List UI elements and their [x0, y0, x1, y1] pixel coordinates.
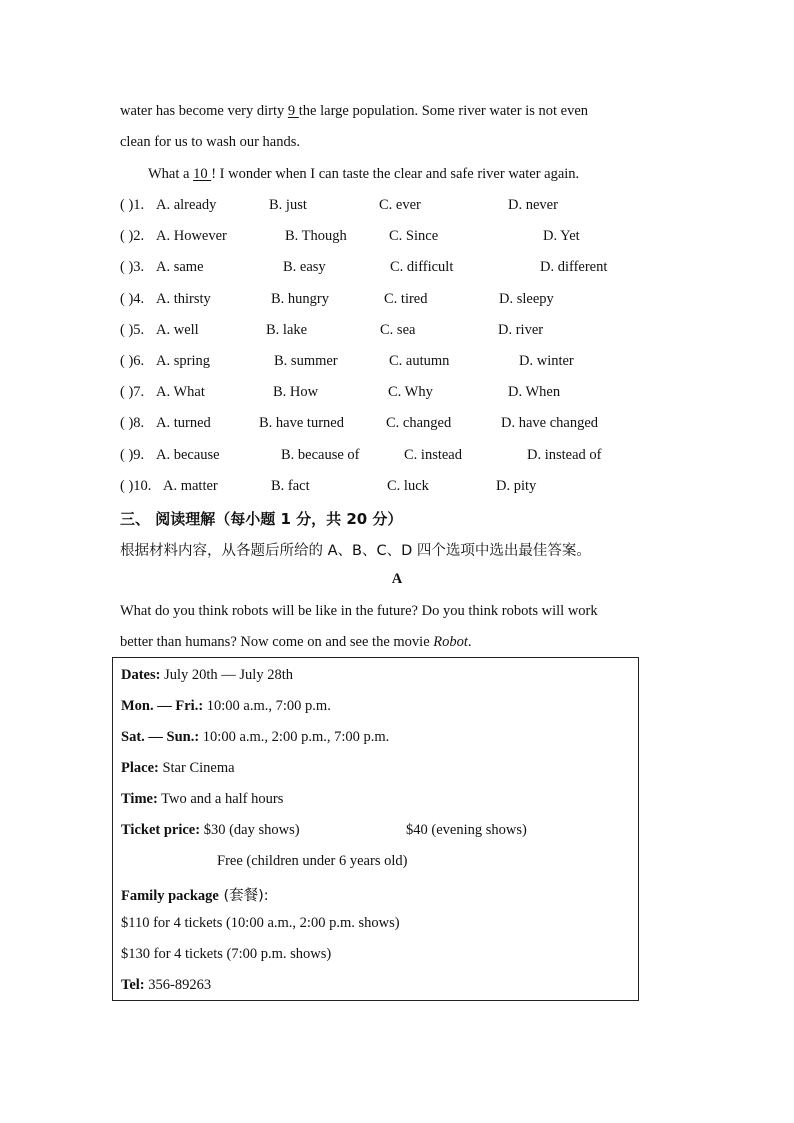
question-1-option-d: D. never — [508, 197, 558, 213]
time-label: Time: — [121, 791, 158, 807]
question-7-option-b: B. How — [273, 384, 319, 400]
passage-line-1 — [120, 103, 588, 120]
question-10-option-a: A. matter — [163, 478, 218, 494]
question-5-option-d: D. river — [498, 322, 544, 338]
question-4-option-d: D. sleepy — [499, 291, 554, 307]
question-2-option-c: C. Since — [389, 228, 439, 244]
question-8-option-b: B. have turned — [259, 415, 344, 431]
place-value: Star Cinema — [158, 760, 235, 776]
question-10-option-c: C. luck — [387, 478, 429, 494]
question-5-option-a: A. well — [156, 322, 199, 338]
dates-row — [121, 667, 293, 684]
place-label: Place: — [121, 760, 159, 776]
weekend-label: Sat. — Sun.: — [121, 729, 200, 745]
question-1-option-a: A. already — [156, 197, 217, 213]
ticket-evening-price: $40 (evening shows) — [406, 822, 527, 838]
family-package-2: $130 for 4 tickets (7:00 p.m. shows) — [121, 946, 332, 962]
tel-value: 356-89263 — [144, 977, 212, 993]
intro-line-2-end: . — [467, 634, 472, 650]
tel-row — [121, 977, 211, 994]
question-7-option-a: A. What — [156, 384, 205, 400]
tel-label: Tel: — [121, 977, 145, 993]
question-9-option-d: D. instead of — [527, 447, 602, 463]
part-label: A — [391, 571, 403, 587]
time-row — [121, 791, 283, 808]
question-6-option-c: C. autumn — [389, 353, 450, 369]
question-1-option-b: B. just — [269, 197, 307, 213]
ticket-day-price: $30 (day shows) — [200, 822, 300, 838]
question-1-number: ( )1. — [120, 197, 145, 213]
blank-9: 9 — [287, 103, 299, 119]
question-7-option-c: C. Why — [388, 384, 433, 400]
question-7-option-d: D. When — [508, 384, 561, 400]
movie-info-box — [112, 657, 639, 1001]
question-8-option-a: A. turned — [156, 415, 211, 431]
ticket-label: Ticket price: — [121, 822, 201, 838]
weekend-value: 10:00 a.m., 2:00 p.m., 7:00 p.m. — [199, 729, 390, 745]
weekend-row — [121, 729, 389, 746]
intro-line-2 — [120, 634, 472, 651]
section-heading: 三、 阅读理解（每小题 1 分，共 20 分） — [120, 510, 403, 528]
question-4-option-a: A. thirsty — [156, 291, 211, 307]
question-6-number: ( )6. — [120, 353, 145, 369]
question-2-option-d: D. Yet — [543, 228, 580, 244]
question-8-option-c: C. changed — [386, 415, 452, 431]
family-package-row — [121, 884, 269, 905]
weekday-value: 10:00 a.m., 7:00 p.m. — [203, 698, 331, 714]
family-package-1: $110 for 4 tickets (10:00 a.m., 2:00 p.m. shows) — [121, 915, 400, 931]
question-6-option-a: A. spring — [156, 353, 210, 369]
question-10-number: ( )10. — [120, 478, 152, 494]
question-8-number: ( )8. — [120, 415, 145, 431]
question-9-option-b: B. because of — [281, 447, 360, 463]
movie-title: Robot — [433, 634, 468, 650]
section-instruction: 根据材料内容，从各题后所给的 A、B、C、D 四个选项中选出最佳答案。 — [120, 543, 591, 559]
question-3-option-c: C. difficult — [390, 259, 454, 275]
question-1-option-c: C. ever — [379, 197, 421, 213]
question-6-option-b: B. summer — [274, 353, 338, 369]
weekday-label: Mon. — Fri.: — [121, 698, 204, 714]
question-2-option-a: A. However — [156, 228, 227, 244]
passage-line-2: clean for us to wash our hands. — [120, 134, 300, 150]
question-10-option-d: D. pity — [496, 478, 537, 494]
question-3-option-d: D. different — [540, 259, 608, 275]
dates-label: Dates: — [121, 667, 161, 683]
passage-line-3-pre: What a — [148, 166, 194, 182]
question-5-option-b: B. lake — [266, 322, 308, 338]
question-4-option-b: B. hungry — [271, 291, 329, 307]
intro-line-1: What do you think robots will be like in the future? Do you think robots will work — [120, 603, 598, 619]
passage-line-1-pre: water has become very dirty — [120, 103, 288, 119]
place-row — [121, 760, 235, 777]
passage-line-3 — [148, 166, 579, 183]
question-10-option-b: B. fact — [271, 478, 310, 494]
question-9-number: ( )9. — [120, 447, 145, 463]
intro-line-2-text: better than humans? Now come on and see the movie — [120, 634, 434, 650]
question-3-option-a: A. same — [156, 259, 204, 275]
question-4-number: ( )4. — [120, 291, 145, 307]
question-9-option-a: A. because — [156, 447, 220, 463]
question-5-option-c: C. sea — [380, 322, 416, 338]
family-package-label: Family package — [121, 888, 219, 904]
family-package-suffix: (套餐): — [218, 888, 269, 904]
time-value: Two and a half hours — [157, 791, 284, 807]
passage-line-3-post: ! I wonder when I can taste the clear and safe river water again. — [211, 166, 580, 182]
question-4-option-c: C. tired — [384, 291, 428, 307]
ticket-row — [121, 822, 300, 839]
question-7-number: ( )7. — [120, 384, 145, 400]
question-3-number: ( )3. — [120, 259, 145, 275]
passage-line-1-post: the large population. Some river water is not even — [298, 103, 589, 119]
question-5-number: ( )5. — [120, 322, 145, 338]
question-6-option-d: D. winter — [519, 353, 574, 369]
question-2-option-b: B. Though — [285, 228, 347, 244]
blank-10: 10 — [193, 166, 212, 182]
question-8-option-d: D. have changed — [501, 415, 599, 431]
question-2-number: ( )2. — [120, 228, 145, 244]
question-9-option-c: C. instead — [404, 447, 462, 463]
dates-value: July 20th — July 28th — [160, 667, 293, 683]
weekday-row — [121, 698, 331, 715]
question-3-option-b: B. easy — [283, 259, 326, 275]
ticket-free-note: Free (children under 6 years old) — [217, 853, 408, 869]
